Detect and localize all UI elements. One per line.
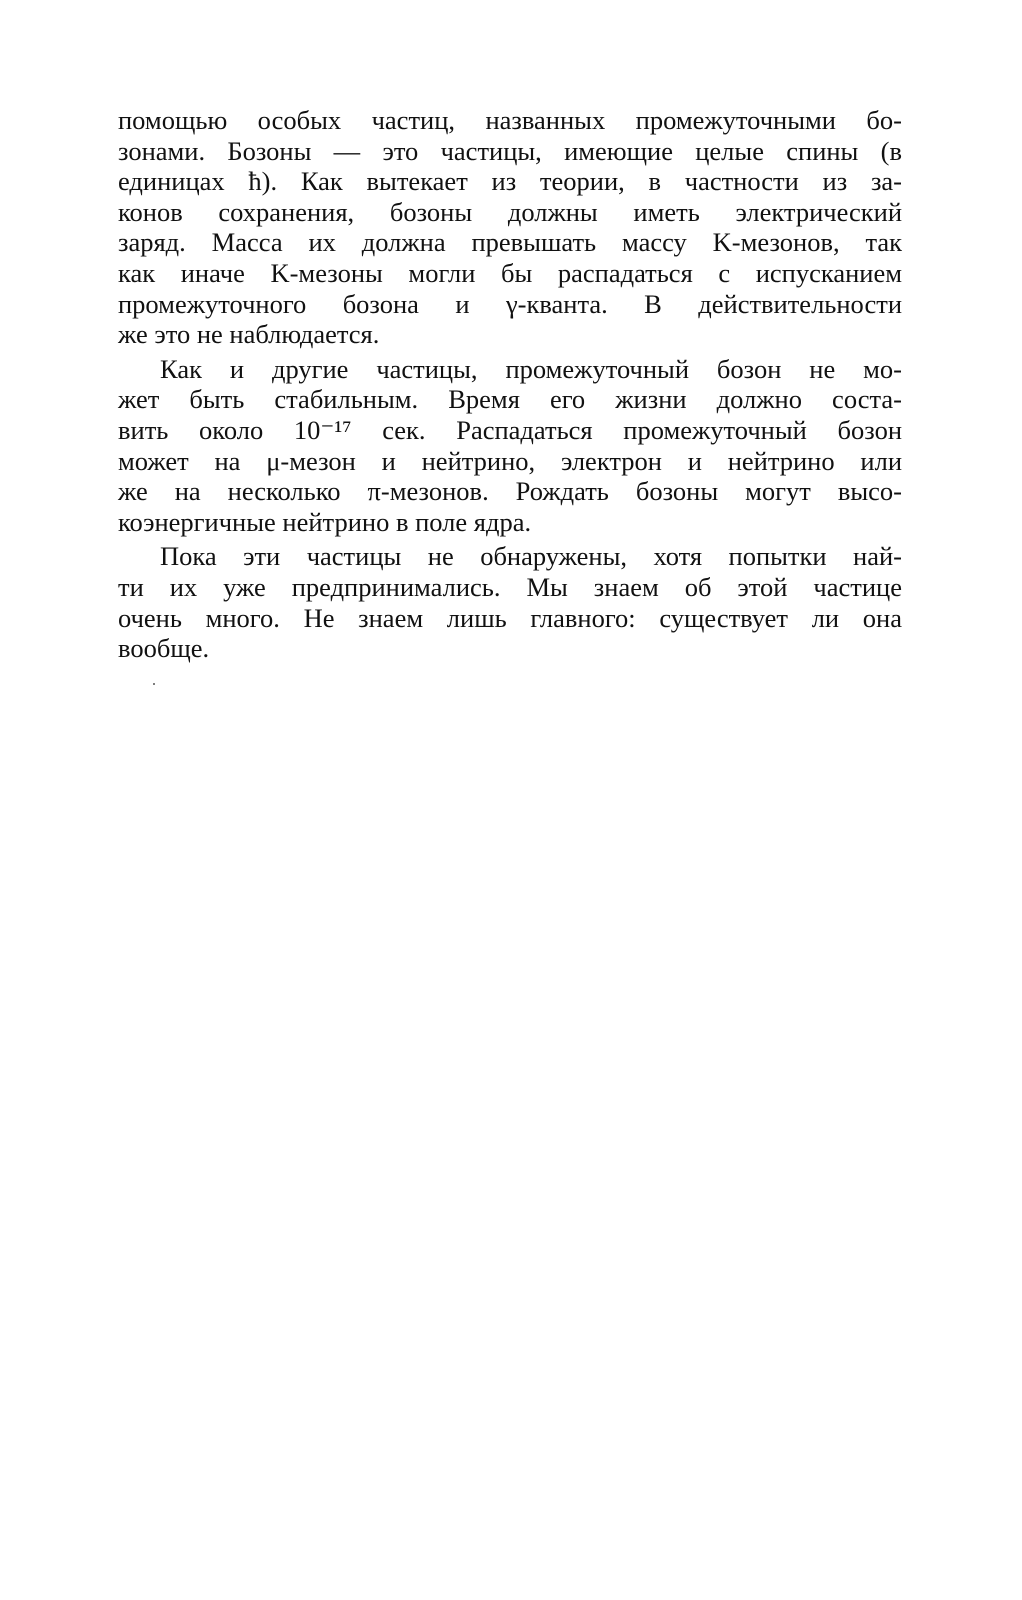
scan-speck xyxy=(153,683,155,685)
paragraph-3 xyxy=(118,541,902,663)
text-line: коэнергичные нейтрино в поле ядра. xyxy=(118,506,532,537)
text-line: ти их уже предпринимались. Мы знаем об этой частице xyxy=(118,571,902,602)
text-line: Пока эти частицы не обнаружены, хотя попытки най- xyxy=(160,541,902,572)
body-text xyxy=(118,105,902,664)
text-line: помощью особых частиц, названных промежуточными бо- xyxy=(118,105,902,135)
text-line: жет быть стабильным. Время его жизни должно соста- xyxy=(118,384,902,415)
text-line: единицах ħ). Как вытекает из теории, в частности из за- xyxy=(118,166,902,197)
text-line: вообще. xyxy=(118,633,210,664)
text-line: промежуточного бозона и γ-кванта. В действительности xyxy=(118,288,902,319)
text-line: Как и другие частицы, промежуточный бозон не мо- xyxy=(160,353,902,384)
text-line: может на μ-мезон и нейтрино, электрон и нейтрино или xyxy=(118,445,902,476)
text-line: заряд. Масса их должна превышать массу K-мезонов, так xyxy=(118,227,902,258)
paragraph-1 xyxy=(118,105,902,350)
text-line: вить около 10⁻¹⁷ сек. Распадаться промежуточный бозон xyxy=(118,414,902,445)
text-line: очень много. Не знаем лишь главного: существует ли она xyxy=(118,602,902,633)
text-line: же это не наблюдается. xyxy=(118,319,380,350)
text-line: как иначе K-мезоны могли бы распадаться с испусканием xyxy=(118,257,902,288)
paragraph-2 xyxy=(118,354,902,538)
text-line: зонами. Бозоны — это частицы, имеющие целые спины (в xyxy=(118,135,902,166)
text-line: конов сохранения, бозоны должны иметь электрический xyxy=(118,196,902,227)
text-line: же на несколько π-мезонов. Рождать бозоны могут высо- xyxy=(118,476,902,507)
